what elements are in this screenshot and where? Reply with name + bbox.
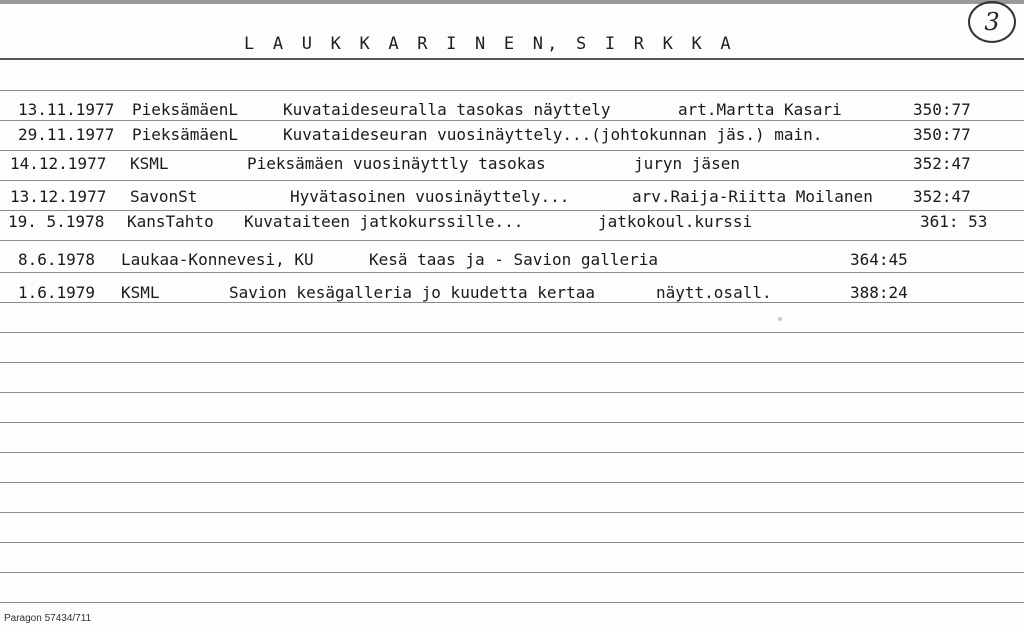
ruled-line	[0, 392, 1024, 393]
ruled-line	[0, 422, 1024, 423]
entry-source: SavonSt	[130, 187, 198, 206]
ruled-line	[0, 362, 1024, 363]
entry-title: Kuvataideseuralla tasokas näyttely	[283, 100, 611, 119]
entry-row	[0, 100, 1024, 126]
entry-row	[0, 187, 1024, 213]
entry-reference: 352:47	[913, 154, 971, 173]
ruled-line	[0, 572, 1024, 573]
entry-source: PieksämäenL	[132, 100, 238, 119]
entry-date: 13.11.1977	[18, 100, 115, 119]
entry-row	[0, 212, 1024, 238]
ruled-line	[0, 542, 1024, 543]
entry-row	[0, 154, 1024, 180]
ruled-line	[0, 332, 1024, 333]
entry-source: Laukaa-Konnevesi, KU	[121, 250, 314, 269]
card-name-heading: L A U K K A R I N E N, S I R K K A	[244, 34, 735, 54]
card-top-edge	[0, 0, 1024, 4]
entry-date: 8.6.1978	[18, 250, 96, 269]
ruled-line	[0, 482, 1024, 483]
entry-row	[0, 283, 1024, 309]
entry-role: art.Martta Kasari	[678, 100, 842, 119]
entry-row	[0, 125, 1024, 151]
entry-row	[0, 250, 1024, 276]
ruled-line	[0, 602, 1024, 603]
entry-reference: 350:77	[913, 125, 971, 144]
entry-title: Pieksämäen vuosinäyttly tasokas	[247, 154, 546, 173]
entry-date: 19. 5.1978	[8, 212, 105, 231]
header-rule	[0, 58, 1024, 60]
entry-title: Hyvätasoinen vuosinäyttely...	[290, 187, 570, 206]
entry-reference: 361: 53	[920, 212, 988, 231]
entry-reference: 388:24	[850, 283, 908, 302]
entry-title: Kuvataideseuran vuosinäyttely...(johtokunnan jäs.) main.	[283, 125, 823, 144]
entry-role: näytt.osall.	[656, 283, 772, 302]
entry-role: juryn jäsen	[634, 154, 740, 173]
entry-reference: 350:77	[913, 100, 971, 119]
entry-source: KSML	[130, 154, 169, 173]
entry-title: Savion kesägalleria jo kuudetta kertaa	[229, 283, 596, 302]
ruled-line	[0, 90, 1024, 91]
card-number-circle: 3	[968, 1, 1016, 43]
ruled-line	[0, 180, 1024, 181]
entry-role: jatkokoul.kurssi	[598, 212, 753, 231]
entry-date: 13.12.1977	[10, 187, 107, 206]
entry-role: arv.Raija-Riitta Moilanen	[632, 187, 873, 206]
ruled-line	[0, 240, 1024, 241]
entry-date: 14.12.1977	[10, 154, 107, 173]
entry-title: Kuvataiteen jatkokurssille...	[244, 212, 524, 231]
entry-source: KansTahto	[127, 212, 214, 231]
ruled-line	[0, 512, 1024, 513]
entry-title: Kesä taas ja - Savion galleria	[369, 250, 658, 269]
paper-speck	[778, 317, 782, 321]
entry-reference: 352:47	[913, 187, 971, 206]
ruled-line	[0, 452, 1024, 453]
entry-date: 29.11.1977	[18, 125, 115, 144]
entry-source: KSML	[121, 283, 160, 302]
entry-reference: 364:45	[850, 250, 908, 269]
card-footer-print: Paragon 57434/711	[4, 613, 92, 624]
entry-date: 1.6.1979	[18, 283, 96, 302]
entry-source: PieksämäenL	[132, 125, 238, 144]
